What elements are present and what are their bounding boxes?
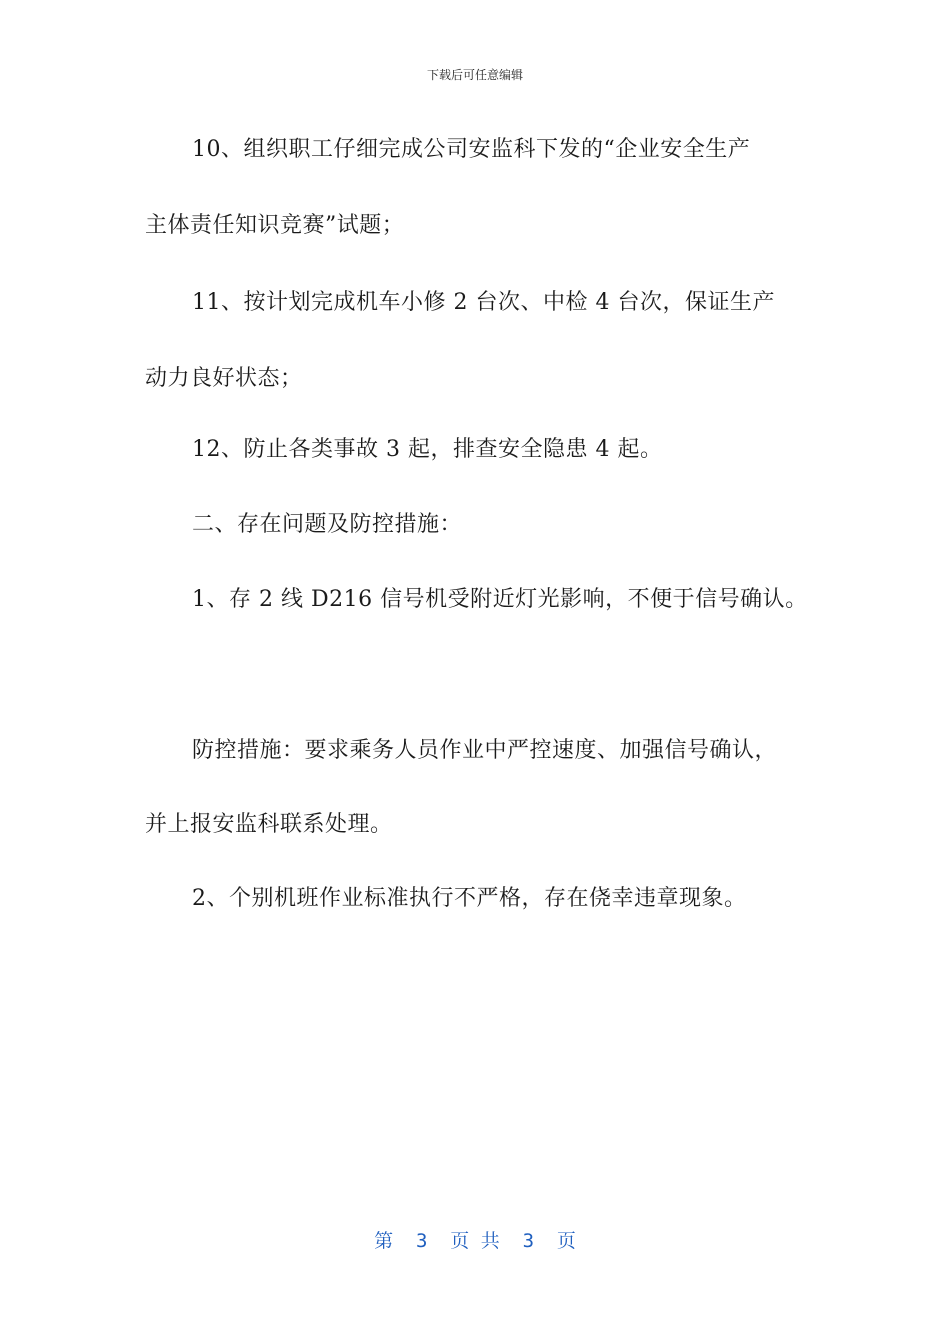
body-line-2: 主体责任知识竞赛”试题； [145, 213, 405, 238]
body-line-5: 12、防止各类事故 3 起，排查安全隐患 4 起。 [192, 437, 663, 462]
body-line-10: 2、个别机班作业标准执行不严格，存在侥幸违章现象。 [192, 886, 747, 911]
body-line-9: 并上报安监科联系处理。 [145, 812, 393, 837]
body-line-7: 1、存 2 线 D216 信号机受附近灯光影响，不便于信号确认。 [192, 587, 808, 612]
page-header: 下载后可任意编辑 [426, 68, 523, 82]
body-line-8: 防控措施：要求乘务人员作业中严控速度、加强信号确认， [192, 738, 778, 763]
body-line-4: 动力良好状态； [145, 366, 303, 391]
section-heading: 二、存在问题及防控措施： [192, 512, 463, 537]
body-line-1: 10、组织职工仔细完成公司安监科下发的“企业安全生产 [192, 137, 751, 162]
body-line-3: 11、按计划完成机车小修 2 台次、中检 4 台次，保证生产 [192, 290, 775, 315]
page-number: 第 3 页 共 3 页 [374, 1230, 576, 1252]
